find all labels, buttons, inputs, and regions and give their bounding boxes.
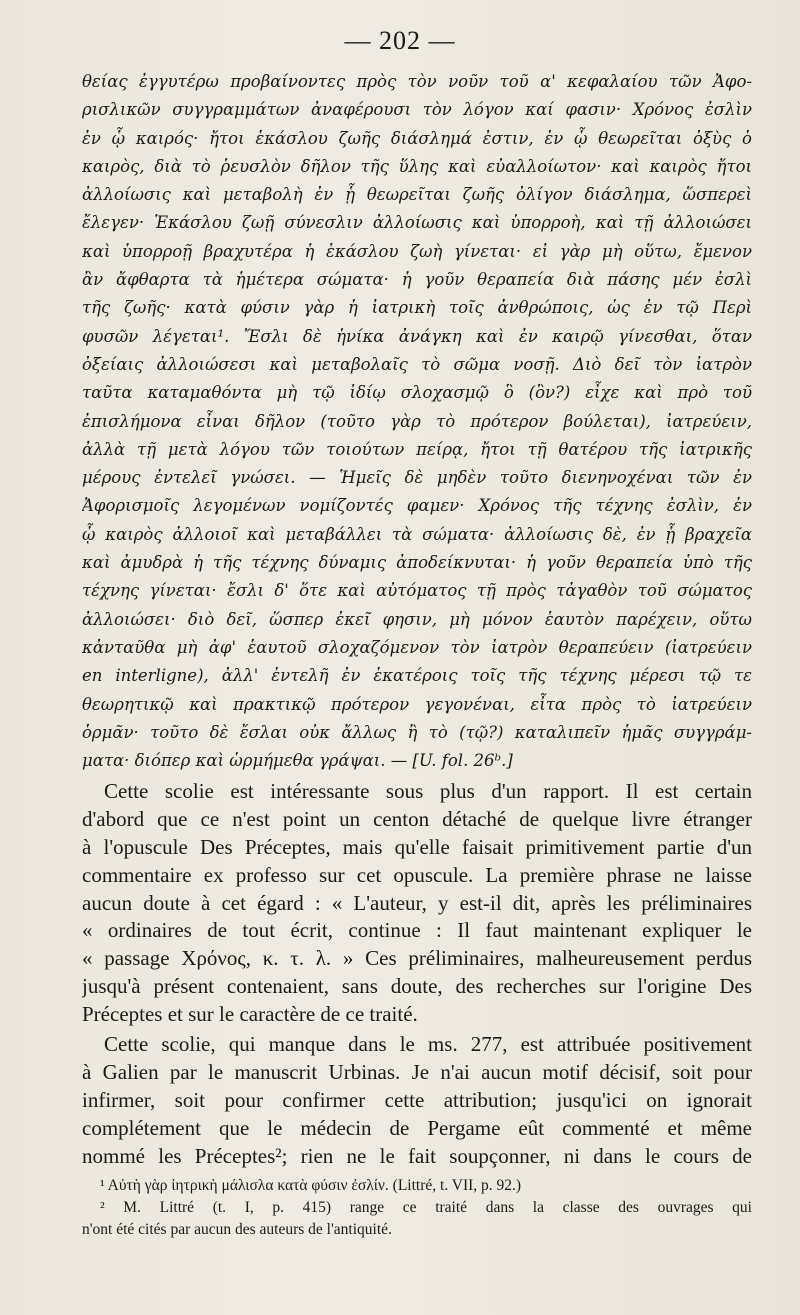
greek-line: Ἀφορισμοῖς λεγομένων νομίζοντές φαμεν· Χρόνος τῆς τέχνης ἐσλὶν, ἐν	[82, 496, 752, 516]
greek-line: ἐν ᾧ καιρός· ἤτοι ἑκάσλου ζωῆς διάσλημά ἐστιν, ἐν ᾧ θεωρεῖται ὀξὺς ὁ	[82, 128, 752, 148]
body-line: commentaire ex professo sur cet opuscule. La première phrase ne laisse	[82, 862, 752, 887]
greek-line: φυσῶν λέγεται¹. Ἔσλι δὲ ἡνίκα ἀνάγκη καὶ ἐν καιρῷ γίνεσθαι, ὅταν	[82, 326, 752, 346]
greek-line: ταῦτα καταμαθόντα μὴ τῷ ἰδίῳ σλοχασμῷ ὃ (ὂν?) εἶχε καὶ πρὸ τοῦ	[82, 383, 752, 403]
body-line: infirmer, soit pour confirmer cette attribution; jusqu'ici on ignorait	[82, 1087, 752, 1112]
greek-line: ἐπισλήμονα εἶναι δῆλον (τοῦτο γὰρ τὸ πρότερον βούλεται), ἰατρεύειν,	[82, 411, 752, 431]
french-commentary	[82, 778, 752, 1170]
greek-line: τέχνης γίνεται· ἔσλι δ' ὅτε καὶ αὐτόματος τῇ πρὸς τἀγαθὸν τοῦ σώματος	[82, 581, 752, 601]
greek-line: ὁρμᾶν· τοῦτο δὲ ἔσλαι οὐκ ἄλλως ἢ τὸ (τῷ?) καταλιπεῖν ἡμᾶς συγγράμ-	[82, 722, 752, 742]
greek-line: καιρὸς, διὰ τὸ ῥευσλὸν δῆλον τῆς ὕλης καὶ εὐαλλοίωτον· καὶ καιρὸς ἤτοι	[82, 156, 752, 176]
greek-line: ἀλλοίωσις καὶ μεταβολὴ ἐν ᾗ θεωρεῖται ζωῆς ὀλίγον διάσλημα, ὥσπερεὶ	[82, 185, 752, 205]
body-line: nommé les Préceptes²; rien ne le fait soupçonner, ni dans le cours de	[82, 1143, 752, 1168]
greek-line: κἀνταῦθα μὴ ἀφ' ἑαυτοῦ σλοχαζόμενον τὸν ἰατρὸν θεραπεύειν (ἰατρεύειν	[82, 637, 752, 657]
greek-line: τῆς ζωῆς· κατὰ φύσιν γὰρ ἡ ἰατρικὴ τοῖς ἀνθρώποις, ὡς ἐν τῷ Περὶ	[82, 298, 752, 318]
greek-line: ρισλικῶν συγγραμμάτων ἀναφέρουσι τὸν λόγον καί φασιν· Χρόνος ἐσλὶν	[82, 100, 752, 120]
body-line: d'abord que ce n'est point un centon détaché de quelque livre étranger	[82, 806, 752, 831]
body-line: « passage Χρόνος, κ. τ. λ. » Ces préliminaires, malheureusement perdus	[82, 946, 752, 971]
body-line: jusqu'à présent contenaient, sans doute, des recherches sur l'origine Des	[82, 974, 752, 999]
body-line: Cette scolie est intéressante sous plus d'un rapport. Il est certain	[104, 779, 752, 803]
greek-line: ἂν ἄφθαρτα τὰ ἡμέτερα σώματα· ἡ γοῦν θεραπεία διὰ πάσης μέν ἐσλὶ	[82, 270, 752, 290]
greek-line: en interligne), ἀλλ' ἐντελῆ ἐν ἑκατέροις τοῖς τῆς τέχνης μέρεσι τῷ τε	[82, 666, 752, 686]
footnote-1: ¹ Αὐτὴ γὰρ ἰητρικὴ μάλισλα κατὰ φύσιν ἐσλίν. (Littré, t. VII, p. 92.)	[100, 1177, 522, 1194]
body-line: aucun doute à cet égard : « L'auteur, y est-il dit, après les préliminaires	[82, 890, 752, 915]
greek-line: θείας ἐγγυτέρω προβαίνοντες πρὸς τὸν νοῦν τοῦ α' κεφαλαίου τῶν Ἀφο-	[82, 72, 752, 91]
footnote-2-continued: n'ont été cités par aucun des auteurs de l'antiquité.	[82, 1221, 392, 1238]
greek-line: ἔλεγεν· Ἑκάσλου ζωῇ σύνεσλιν ἀλλοίωσις καὶ ὑπορροὴ, καὶ τῇ ἀλλοιώσει	[82, 213, 752, 233]
greek-line: ματα· διόπερ καὶ ὡρμήμεθα γράψαι. — [U. fol. 26ᵇ.]	[82, 751, 513, 771]
page-number: — 202 —	[344, 26, 456, 55]
body-line: complétement que le médecin de Pergame eût commenté et même	[82, 1115, 752, 1140]
greek-line: ὀξείαις ἀλλοιώσεσι καὶ μεταβολαῖς τὸ σῶμα νοσῇ. Διὸ δεῖ τὸν ἰατρὸν	[82, 354, 752, 374]
body-line: à l'opuscule Des Préceptes, mais qu'elle faisait primitivement partie d'un	[82, 834, 752, 859]
body-line: Cette scolie, qui manque dans le ms. 277, est attribuée positivement	[104, 1032, 752, 1057]
greek-line: ἀλλοιώσει· διὸ δεῖ, ὥσπερ ἐκεῖ φησιν, μὴ μόνον ἑαυτὸν παρέχειν, οὕτω	[82, 609, 752, 629]
greek-line: θεωρητικῷ καὶ πρακτικῷ πρότερον γεγονέναι, εἶτα πρὸς τὸ ἰατρεύειν	[82, 694, 752, 714]
greek-line: ᾧ καιρὸς ἀλλοιοῖ καὶ μεταβάλλει τὰ σώματα· ἀλλοίωσις δὲ, ἐν ᾗ βραχεῖα	[82, 524, 752, 544]
footnotes	[82, 1175, 752, 1241]
body-line: « ordinaires de tout écrit, continue : Il faut maintenant expliquer le	[82, 918, 752, 943]
greek-line: καὶ ἀμυδρὰ ἡ τῆς τέχνης δύναμις ἀποδείκνυται· ἡ γοῦν θεραπεία ὑπὸ τῆς	[82, 553, 752, 573]
body-line: à Galien par le manuscrit Urbinas. Je n'ai aucun motif décisif, soit pour	[82, 1059, 752, 1084]
greek-line: μέρους ἐντελεῖ γνώσει. — Ἡμεῖς δὲ μηδὲν τοῦτο διενηνοχέναι τῶν ἐν	[82, 468, 752, 488]
footnote-2: ² M. Littré (t. I, p. 415) range ce traité dans la classe des ouvrages qui	[100, 1199, 752, 1216]
greek-line: καὶ ὑπορροῇ βραχυτέρα ἡ ἑκάσλου ζωὴ γίνεται· εἰ γὰρ μὴ οὕτω, ἔμενον	[82, 241, 752, 261]
greek-scholium	[82, 68, 752, 775]
body-line: Préceptes et sur le caractère de ce traité.	[82, 1002, 418, 1027]
greek-line: ἀλλὰ τῇ μετὰ λόγου τῶν τοιούτων πείρᾳ, ἤτοι τῇ θατέρου τῆς ἰατρικῆς	[82, 439, 752, 459]
